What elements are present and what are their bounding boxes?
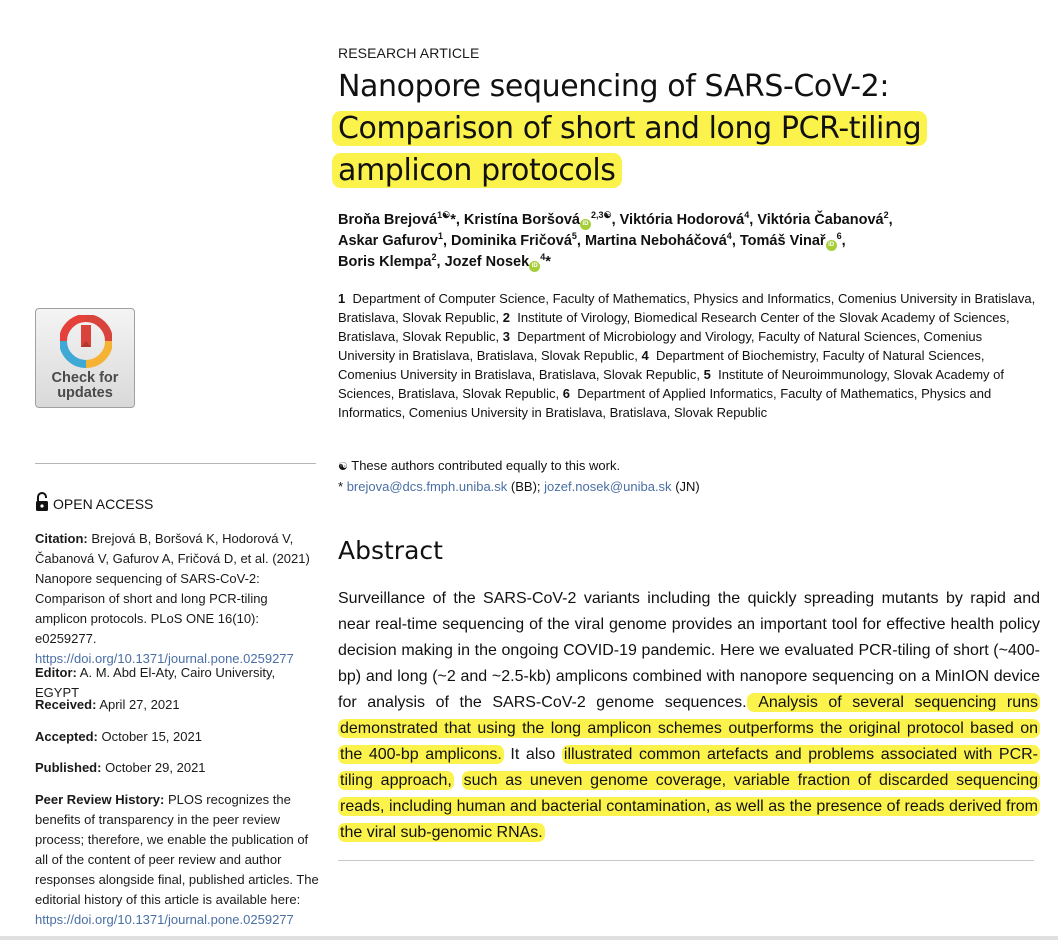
open-lock-icon xyxy=(35,492,49,512)
abstract-part-1: Surveillance of the SARS-CoV-2 variants including the quickly spreading mutants by rapid and near real-time sequencing of the viral genome provides an important tool for effective health policy decision making in the ongoing COVID-19 pandemic. Here we evaluated PCR-tiling of short (~400-bp) and long (~2 and ~2.5-kb) amplicons combined with nanopore sequencing on a MinION device for analysis of the SARS-CoV-2 genome sequences. xyxy=(338,590,1040,711)
affiliation-number: 5 xyxy=(703,367,711,382)
citation-label: Citation: xyxy=(35,531,88,546)
published-date: October 29, 2021 xyxy=(105,760,206,775)
author xyxy=(740,233,846,249)
affiliation-number: 3 xyxy=(502,329,510,344)
citation-doi-link[interactable]: https://doi.org/10.1371/journal.pone.0259277 xyxy=(35,651,294,666)
accepted-date: October 15, 2021 xyxy=(101,729,202,744)
author-separator: , xyxy=(611,212,620,228)
author-affiliation-sup: 5 xyxy=(571,231,577,242)
author-affiliation-sup: 2 xyxy=(883,210,889,221)
author-name: Boris Klempa xyxy=(338,254,432,270)
article-title xyxy=(338,66,1038,192)
peer-review-doi-link[interactable]: https://doi.org/10.1371/journal.pone.0259277 xyxy=(35,912,294,927)
author-separator: , xyxy=(436,254,445,270)
affiliation-number: 1 xyxy=(338,291,346,306)
affiliation-text: Department of Applied Informatics, Faculty of Mathematics, Physics and Informatics, Comenius University in Bratislava, Bratislava, Slovak Republic xyxy=(338,386,992,420)
author-separator: , xyxy=(442,233,452,249)
peer-review-block xyxy=(35,790,320,930)
author xyxy=(338,254,445,270)
sidebar-divider xyxy=(35,463,316,464)
author-name: Kristína Boršová xyxy=(463,212,580,228)
affiliation-text: Institute of Neuroimmunology, Slovak Academy of Sciences, Bratislava, Slovak Republic, xyxy=(338,367,1004,401)
published-block xyxy=(35,758,320,778)
author xyxy=(585,233,740,249)
asterisk-icon: * xyxy=(338,479,344,494)
published-label: Published: xyxy=(35,760,102,775)
author-separator: , xyxy=(841,233,846,249)
open-access-label xyxy=(35,492,153,512)
author-name: Viktória Hodorová xyxy=(619,212,745,228)
affiliation-number: 6 xyxy=(562,386,570,401)
author-name: Askar Gafurov xyxy=(338,233,438,249)
author-name: Martina Neboháčová xyxy=(584,233,727,249)
author xyxy=(338,233,451,249)
author xyxy=(338,212,464,228)
title-line-1: Nanopore sequencing of SARS-CoV-2: xyxy=(338,69,890,104)
author-affiliation-sup: 2 xyxy=(431,252,437,263)
open-access-text: OPEN ACCESS xyxy=(53,496,154,512)
orcid-icon[interactable]: iD xyxy=(529,261,540,272)
badge-label-line-1: Check for xyxy=(51,370,119,386)
affiliation-text: Department of Biochemistry, Faculty of Natural Sciences, Comenius University in Bratislava, Bratislava, Slovak Republic, xyxy=(338,348,985,382)
yin-yang-icon: ☯ xyxy=(338,461,348,473)
equal-contribution-text: These authors contributed equally to this work. xyxy=(351,458,621,473)
orcid-icon[interactable]: iD xyxy=(580,219,591,230)
corresponding-mark: * xyxy=(545,254,551,270)
abstract-body xyxy=(338,586,1040,846)
author xyxy=(757,212,892,228)
abstract-highlight-1: Analysis of several sequencing runs demonstrated that using the long amplicon schemes outperforms the original protocol based on the 400-bp amplicons. xyxy=(340,694,1039,763)
citation-block xyxy=(35,529,320,669)
email2-tag: (JN) xyxy=(675,479,700,494)
author-affiliation-sup: 1 xyxy=(437,231,443,242)
check-for-updates-badge[interactable] xyxy=(35,308,135,408)
author-separator: , xyxy=(749,212,758,228)
author-affiliation-sup: 4 xyxy=(540,252,546,263)
affiliation-text: Department of Microbiology and Virology, Faculty of Natural Sciences, Comenius University in Bratislava, Bratislava, Slovak Republic, xyxy=(338,329,983,363)
orcid-icon[interactable]: iD xyxy=(826,240,837,251)
author-separator: , xyxy=(576,233,585,249)
author-name: Dominika Fričová xyxy=(451,233,572,249)
abstract-highlight-2: illustrated common artefacts and problems associated with PCR-tiling approach, xyxy=(340,746,1039,789)
author-affiliation-sup: 6 xyxy=(836,231,842,242)
author xyxy=(445,254,551,270)
author-name: Viktória Čabanová xyxy=(757,212,884,228)
editor-text: A. M. Abd El-Aty, Cairo University, EGYPT xyxy=(35,665,276,700)
corresponding-emails xyxy=(338,477,1038,496)
title-line-3-highlighted: amplicon protocols xyxy=(332,153,622,188)
author-separator: , xyxy=(731,233,740,249)
author-name: Broňa Brejová xyxy=(338,212,438,228)
badge-label xyxy=(36,371,134,401)
received-label: Received: xyxy=(35,697,97,712)
author-name: Jozef Nosek xyxy=(444,254,530,270)
equal-contribution-note xyxy=(338,456,1038,477)
author xyxy=(451,233,585,249)
peer-review-text: PLOS recognizes the benefits of transparency in the peer review process; therefore, we enable the publication of all of the content of peer review and author responses alongside final, published articles. The editorial history of this article is available here: xyxy=(35,792,319,907)
email-link-nosek[interactable]: jozef.nosek@uniba.sk xyxy=(544,479,672,494)
bottom-edge xyxy=(0,936,1058,940)
crossmark-icon xyxy=(60,315,112,369)
abstract-highlight-3: such as uneven genome coverage, variable fraction of discarded sequencing reads, including human and bacterial contamination, as well as the presence of reads derived from the viral sub-genomic RNAs. xyxy=(340,772,1039,841)
title-line-2-highlighted: Comparison of short and long PCR-tiling xyxy=(332,111,927,146)
author-notes xyxy=(338,456,1038,496)
affiliation-number: 4 xyxy=(641,348,649,363)
article-type: RESEARCH ARTICLE xyxy=(338,45,480,61)
accepted-label: Accepted: xyxy=(35,729,98,744)
corresponding-mark: * xyxy=(450,212,456,228)
author-affiliation-sup: 4 xyxy=(726,231,732,242)
divider xyxy=(338,860,1034,861)
affiliation-text: Department of Computer Science, Faculty of Mathematics, Physics and Informatics, Comenius University in Bratislava, Bratislava, Slovak Republic, xyxy=(338,291,1036,325)
author-affiliation-sup: 2,3☯ xyxy=(590,210,612,221)
author-separator: , xyxy=(888,212,893,228)
badge-label-line-2: updates xyxy=(57,385,113,401)
abstract-heading: Abstract xyxy=(338,536,443,565)
author-list xyxy=(338,210,1038,273)
author-separator: , xyxy=(455,212,464,228)
author-affiliation-sup: 1☯ xyxy=(437,210,451,221)
abstract-part-3 xyxy=(454,772,462,789)
author xyxy=(464,212,620,228)
editor-label: Editor: xyxy=(35,665,77,680)
email-link-brejova[interactable]: brejova@dcs.fmph.uniba.sk xyxy=(346,479,508,494)
affiliation-number: 2 xyxy=(502,310,510,325)
author-name: Tomáš Vinař xyxy=(739,233,826,249)
abstract-part-2: It also xyxy=(503,746,562,763)
author xyxy=(620,212,758,228)
author-affiliation-sup: 4 xyxy=(744,210,750,221)
citation-text: Brejová B, Boršová K, Hodorová V, Čabanová V, Gafurov A, Fričová D, et al. (2021) Nanopore sequencing of SARS-CoV-2: Comparison of short and long PCR-tiling amplicon protocols. PLoS ONE 16(10): e0259277. xyxy=(35,531,310,646)
accepted-block xyxy=(35,727,320,747)
affiliations xyxy=(338,289,1038,422)
affiliation-text: Institute of Virology, Biomedical Research Center of the Slovak Academy of Sciences, Bratislava, Slovak Republic, xyxy=(338,310,1010,344)
email1-tag: (BB); xyxy=(510,479,541,494)
received-block xyxy=(35,695,320,715)
received-date: April 27, 2021 xyxy=(99,697,180,712)
peer-review-label: Peer Review History: xyxy=(35,792,165,807)
